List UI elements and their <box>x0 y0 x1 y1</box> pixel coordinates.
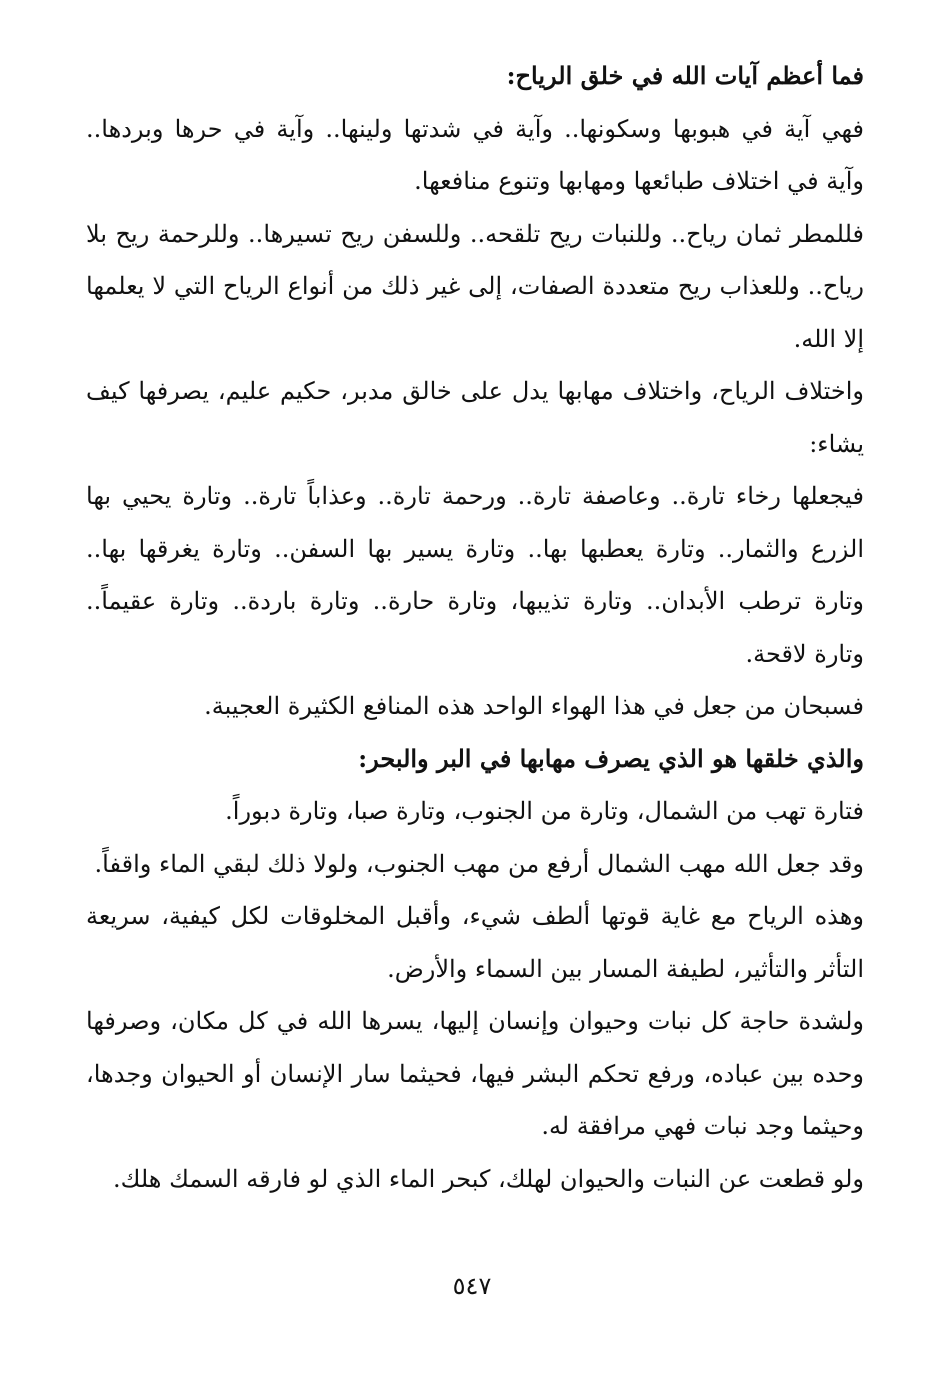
paragraph-north-wind: وقد جعل الله مهب الشمال أرفع من مهب الجنوب، ولولا ذلك لبقي الماء واقفاً. <box>94 849 864 878</box>
paragraph-wind-types: فللمطر ثمان رياح.. وللنبات ريح تلقحه.. وللسفن ريح تسيرها.. وللرحمة ريح بلا رياح.. وللعذاب ريح متعددة الصفات، إلى غير ذلك من أنواع الرياح التي لا يعلمها إلا الله. <box>86 219 864 353</box>
heading-wind-directions: والذي خلقها هو الذي يصرف مهابها في البر والبحر: <box>358 743 864 773</box>
page-body <box>86 50 864 1205</box>
paragraph-wind-necessity: ولشدة حاجة كل نبات وحيوان وإنسان إليها، يسرها الله في كل مكان، وصرفها وحده بين عباده، ورفع تحكم البشر فيها، فحيثما سار الإنسان أو الحيوان وجدها، وحيثما وجد نبات فهي مرافقة له. <box>86 1007 864 1140</box>
paragraph-wind-subtlety: وهذه الرياح مع غاية قوتها ألطف شيء، وأقبل المخلوقات لكل كيفية، سريعة التأثر والتأثير، لطيفة المسار بين السماء والأرض. <box>86 902 864 983</box>
paragraph-wind-variation: واختلاف الرياح، واختلاف مهابها يدل على خالق مدبر، حكيم عليم، يصرفها كيف يشاء: <box>86 377 864 458</box>
paragraph-wind-aspects: فهي آية في هبوبها وسكونها.. وآية في شدتها ولينها.. وآية في حرها وبردها.. وآية في اختلاف طبائعها ومهابها وتنوع منافعها. <box>86 114 864 195</box>
paragraph-praise: فسبحان من جعل في هذا الهواء الواحد هذه المنافع الكثيرة العجيبة. <box>204 692 864 720</box>
heading-winds-signs: فما أعظم آيات الله في خلق الرياح: <box>506 61 864 90</box>
page-number: ٥٤٧ <box>452 1272 492 1300</box>
paragraph-wind-loss: ولو قطعت عن النبات والحيوان لهلك، كبحر الماء الذي لو فارقه السمك هلك. <box>113 1164 864 1193</box>
paragraph-wind-directions: فتارة تهب من الشمال، وتارة من الجنوب، وتارة صبا، وتارة دبوراً. <box>225 797 864 825</box>
paragraph-wind-effects: فيجعلها رخاء تارة.. وعاصفة تارة.. ورحمة تارة.. وعذاباً تارة.. وتارة يحيي بها الزرع والثمار.. وتارة يعطبها بها.. وتارة يسير بها السفن.. وتارة يغرقها بها.. وتارة ترطب الأبدان.. وتارة تذيبها، وتارة حارة.. وتارة باردة.. وتارة عقيماً.. وتارة لاقحة. <box>86 482 865 668</box>
